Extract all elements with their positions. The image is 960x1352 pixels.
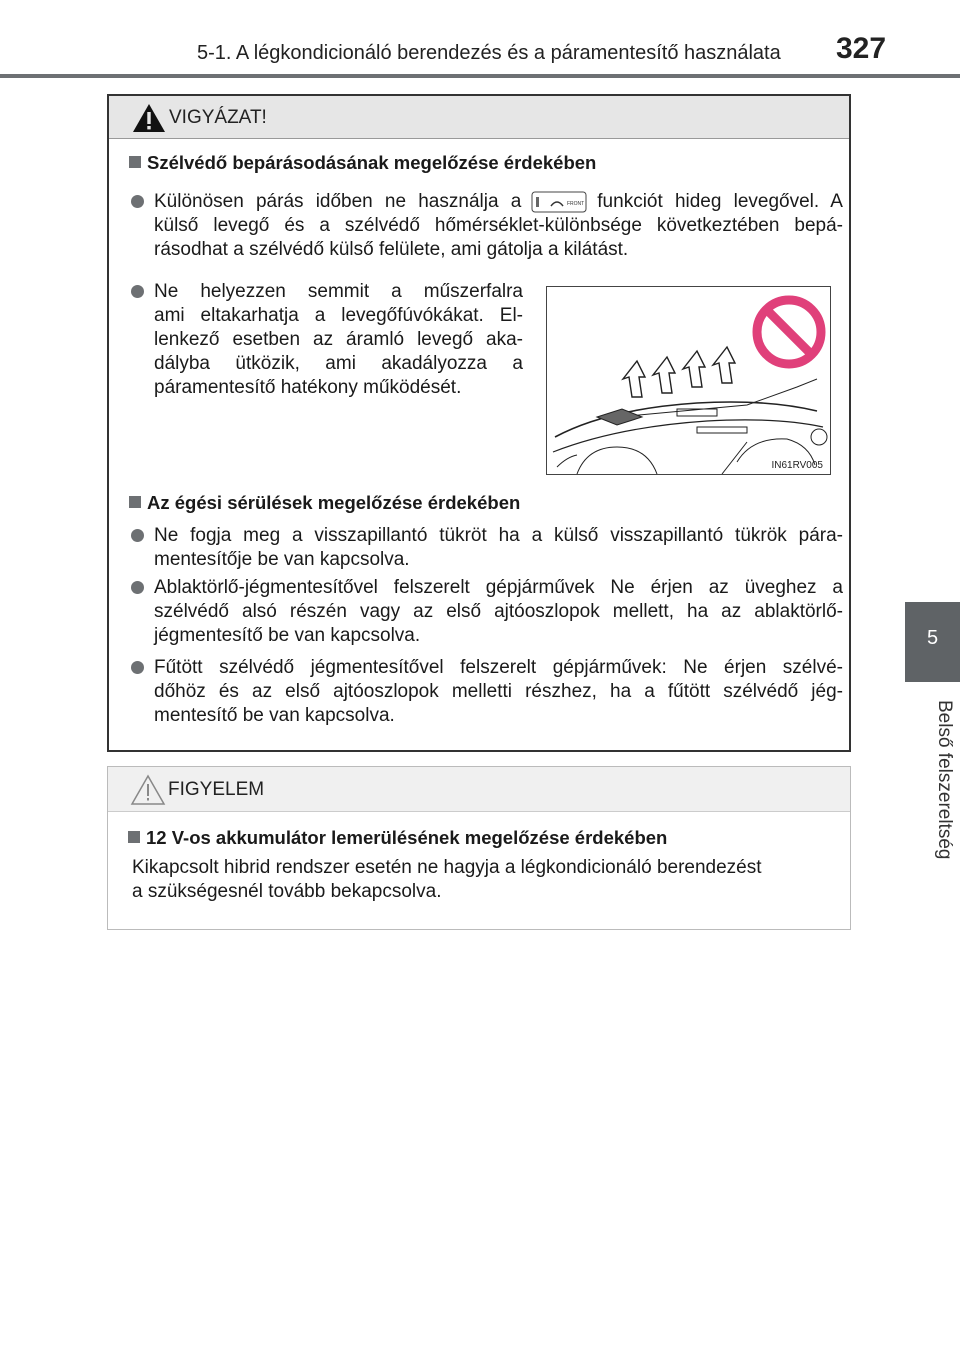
chapter-label-text: Belső felszereltség (934, 700, 955, 860)
notice-title: FIGYELEM (168, 779, 265, 800)
warning-triangle-icon (131, 102, 167, 134)
notice-text: Kikapcsolt hibrid rendszer esetén ne hagyja a légkondicionáló berendezést a szükségesnél tovább bekapcsolva. (132, 857, 762, 902)
dashboard-illustration (546, 286, 831, 475)
chapter-tab: 5 (905, 602, 960, 682)
bullet-heated-windshield: Fűtött szélvédő jégmentesítővel felszerelt gépjárművek: Ne érjen szélvé- dőhöz és az első ajtóoszlopok melletti részhez, ha a fűtött szélvédő jég- mentesítő be van kapcsolva. (131, 656, 843, 730)
notice-header (108, 767, 850, 812)
notice-triangle-icon (130, 774, 166, 806)
bullet-dot-icon (131, 581, 144, 594)
figure-code: IN61RV005 (771, 460, 823, 471)
header-rule (0, 74, 960, 78)
bullet-mirror: Ne fogja meg a visszapillantó tükröt ha a külső visszapillantó tükrök pára- mentesítője be van kapcsolva. (131, 524, 843, 574)
dashboard-vent-drawing (547, 287, 830, 474)
bullet-dot-icon (131, 195, 144, 208)
page-number: 327 (836, 32, 887, 65)
warning-header (109, 96, 849, 139)
bullet-wiper-deicer: Ablaktörlő-jégmentesítővel felszerelt gépjárművek Ne érjen az üveghez a szélvédő alsó részén vagy az első ajtóoszlopok mellett, ha az ablaktörlő- jégmentesítő be van kapcsolva. (131, 576, 843, 650)
page-header-title: 5-1. A légkondicionáló berendezés és a páramentesítő használata (197, 42, 781, 64)
square-bullet-icon (128, 831, 140, 843)
square-bullet-icon (129, 156, 141, 168)
svg-text:FRONT: FRONT (567, 201, 585, 207)
bullet-dot-icon (131, 285, 144, 298)
section-heading-battery: 12 V-os akkumulátor lemerülésének megelőzése érdekében (128, 827, 667, 849)
bullet-dot-icon (131, 661, 144, 674)
warning-title: VIGYÁZAT! (169, 107, 267, 128)
square-bullet-icon (129, 496, 141, 508)
prohibited-sign-icon (757, 300, 821, 364)
bullet-humid-weather: Különösen párás időben ne használja a FRONT funkciót hideg levegővel. A külső levegő és a szélvédő hőmérséklet-különbsége következtében bepá- rásodhat a szélvédő külső felülete, ami gátolja a kilátást. (131, 190, 843, 264)
notice-box (107, 766, 851, 930)
chapter-label (933, 700, 955, 890)
warning-box (107, 94, 851, 752)
bullet-dot-icon (131, 529, 144, 542)
bullet-dashboard-items: Ne helyezzen semmit a műszerfalra ami eltakarhatja a levegőfúvókákat. El- lenkező esetben az áramló levegő aka- dályba ütközik, ami akadályozza a páramentesítő hatékony működését. (131, 280, 523, 410)
section-heading-burns: Az égési sérülések megelőzése érdekében (129, 492, 520, 514)
section-heading-fog: Szélvédő bepárásodásának megelőzése érdekében (129, 152, 596, 174)
front-defroster-button-icon (531, 191, 587, 213)
